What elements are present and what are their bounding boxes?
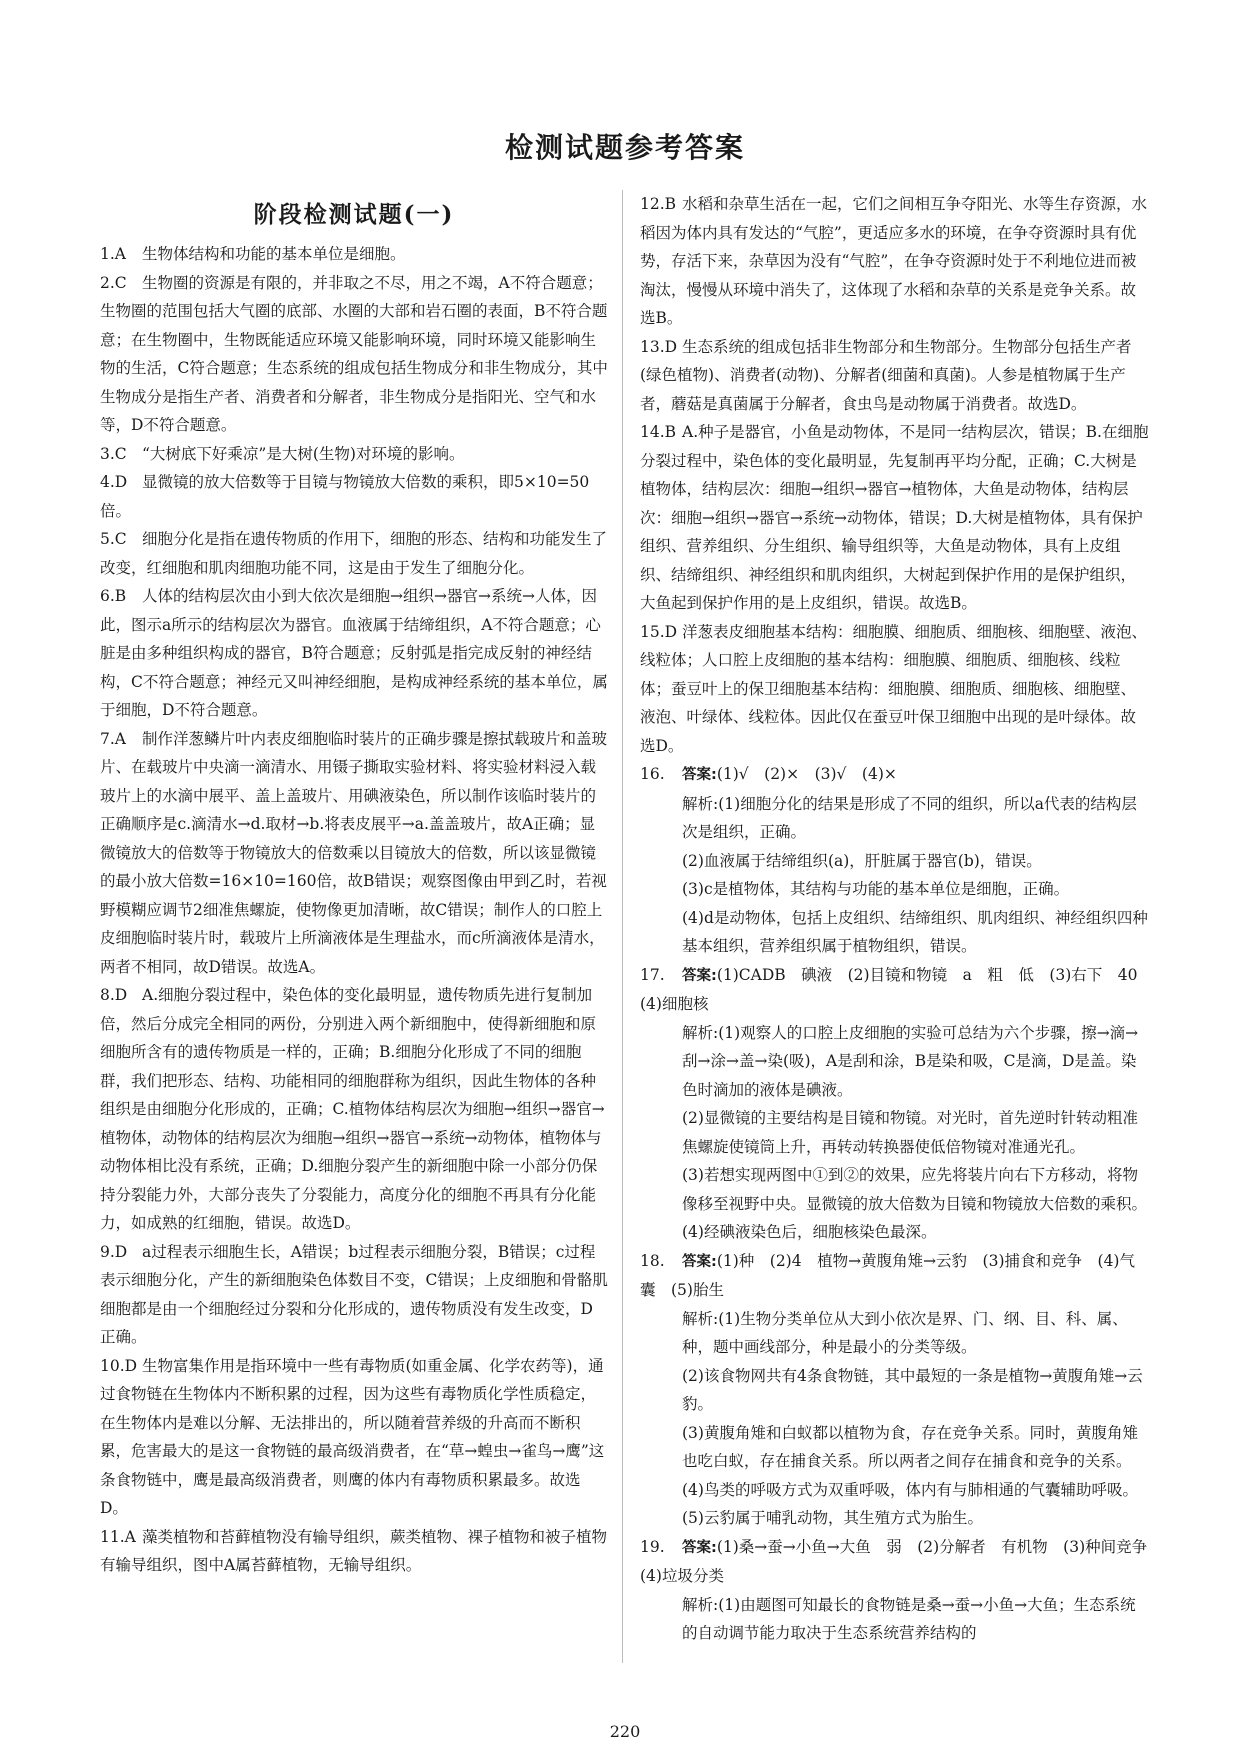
question-number: 14.B (640, 423, 677, 441)
answer-text: (5)云豹属于哺乳动物，其生殖方式为胎生。 (682, 1509, 983, 1527)
answer-explanation (640, 1591, 1150, 1648)
answer-item (100, 1238, 608, 1352)
answer-text: (3)若想实现两图中①到②的效果，应先将装片向右下方移动，将物像移至视野中央。显微镜的放大倍数为目镜和物镜放大倍数的乘积。 (682, 1166, 1148, 1213)
answer-explanation (640, 875, 1150, 904)
question-number: 18. (640, 1251, 665, 1270)
answer-explanation (640, 1104, 1150, 1161)
right-column (640, 190, 1163, 1663)
question-number: 9.D (100, 1242, 128, 1261)
answer-text: (1)桑→蚕→小鱼→大鱼 弱 (2)分解者 有机物 (3)种间竞争 (4)垃圾分类 (640, 1537, 1163, 1585)
answer-explanation (640, 1019, 1150, 1105)
answer-text: 人体的结构层次由小到大依次是细胞→组织→器官→系统→人体，因此，图示a所示的结构层次为器官。血液属于结缔组织，A不符合题意；心脏是由多种组织构成的器官，B符合题意；反射弧是指完成反射的神经结构，C不符合题意；神经元又叫神经细胞，是构成神经系统的基本单位，属于细胞，D不符合题意。 (100, 587, 608, 719)
answer-explanation (640, 1305, 1150, 1362)
answer-item (100, 525, 608, 582)
answer-item (640, 760, 1150, 790)
answer-text: (1)CADB 碘液 (2)目镜和物镜 a 粗 低 (3)右下 40 (4)细胞核 (640, 965, 1154, 1013)
answer-text: 生物体结构和功能的基本单位是细胞。 (142, 245, 406, 263)
page-title: 检测试题参考答案 (504, 131, 745, 164)
answer-text: (2)血液属于结缔组织(a)，肝脏属于器官(b)，错误。 (682, 851, 1042, 870)
answer-text: (4)经碘液染色后，细胞核染色最深。 (682, 1223, 937, 1241)
answer-label: 解析: (682, 1023, 719, 1042)
answer-text: 细胞分化是指在遗传物质的作用下，细胞的形态、结构和功能发生了改变，红细胞和肌肉细胞功能不同，这是由于发生了细胞分化。 (100, 530, 608, 577)
question-number: 11.A (100, 1527, 136, 1546)
answer-label: 答案: (682, 967, 717, 984)
answer-item (640, 1533, 1163, 1591)
answer-item (100, 1523, 608, 1580)
answer-text: 藻类植物和苔藓植物没有输导组织，蕨类植物、裸子植物和被子植物有输导组织，图中A属苔藓植物，无输导组织。 (100, 1527, 608, 1574)
answer-explanation (640, 1476, 1150, 1505)
answer-item (640, 1247, 1150, 1305)
answer-item (640, 333, 1150, 419)
answer-label: 解析: (682, 794, 719, 813)
answer-label: 答案: (682, 1253, 717, 1270)
question-number: 15.D (640, 622, 678, 641)
left-column (100, 196, 608, 1663)
answer-explanation (640, 1362, 1150, 1419)
answer-text: (3)黄腹角雉和白蚁都以植物为食，存在竞争关系。同时，黄腹角雉也吃白蚁，存在捕食关系。所以两者之间存在捕食和竞争的关系。 (682, 1423, 1138, 1470)
section-title: 阶段检测试题(一) (253, 201, 455, 228)
answer-label: 解析: (682, 1309, 719, 1328)
answer-text: 制作洋葱鳞片叶内表皮细胞临时装片的正确步骤是擦拭载玻片和盖玻片、在载玻片中央滴一滴清水、用镊子撕取实验材料、将实验材料浸入载玻片上的水滴中展平、盖上盖玻片、用碘液染色，所以制作该临时装片的正确顺序是c.滴清水→d.取材→b.将表皮展平→a.盖盖玻片，故A正确；显微镜放大的倍数等于物镜放大的倍数乘以目镜放大的倍数，所以该显微镜的最小放大倍数=16×10=160倍，故B错误；观察图像由甲到乙时，若视野模糊应调节2细准焦螺旋，使物像更加清晰，故C错误；制作人的口腔上皮细胞临时装片时，载玻片上所滴液体是生理盐水，而c所滴液体是清水，两者不相同，故D错误。故选A。 (100, 729, 608, 976)
question-number: 13.D (640, 337, 678, 356)
question-number: 5.C (100, 530, 127, 548)
column-divider (622, 190, 623, 1663)
question-number: 6.B (100, 587, 127, 605)
answer-item (640, 961, 1154, 1019)
left-answer-list (100, 240, 608, 1580)
answer-item (100, 981, 608, 1238)
answer-text: (1)观察人的口腔上皮细胞的实验可总结为六个步骤，擦→滴→刮→涂→盖→染(吸)，A是刮和涂，B是染和吸，C是滴，D是盖。染色时滴加的液体是碘液。 (682, 1023, 1139, 1099)
answer-text: (1)种 (2)4 植物→黄腹角雉→云豹 (3)捕食和竞争 (4)气囊 (5)胎生 (640, 1251, 1135, 1299)
answer-text: (4)d是动物体，包括上皮组织、结缔组织、肌肉组织、神经组织四种基本组织，营养组织属于植物组织，错误。 (682, 908, 1148, 955)
answer-explanation (640, 1419, 1150, 1476)
answer-text: 生物圈的资源是有限的，并非取之不尽，用之不竭，A不符合题意；生物圈的范围包括大气圈的底部、水圈的大部和岩石圈的表面，B不符合题意；在生物圈中，生物既能适应环境又能影响环境，同时环境又能影响生物的生活，C符合题意；生态系统的组成包括生物成分和非生物成分，其中生物成分是指生产者、消费者和分解者，非生物成分是指阳光、空气和水等，D不符合题意。 (100, 273, 608, 434)
answer-item (100, 725, 608, 982)
answer-explanation (640, 1161, 1150, 1218)
answer-item (100, 468, 608, 525)
question-number: 12.B (640, 195, 677, 213)
answer-explanation (640, 790, 1150, 847)
question-number: 10.D (100, 1356, 138, 1375)
answer-item (640, 618, 1150, 761)
answer-text: (2)显微镜的主要结构是目镜和物镜。对光时，首先逆时针转动粗准焦螺旋使镜筒上升，再转动转换器使低倍物镜对准通光孔。 (682, 1109, 1138, 1156)
answer-text: 洋葱表皮细胞基本结构：细胞膜、细胞质、细胞核、细胞壁、液泡、线粒体；人口腔上皮细胞的基本结构：细胞膜、细胞质、细胞核、线粒体；蚕豆叶上的保卫细胞基本结构：细胞膜、细胞质、细胞核、细胞壁、液泡、叶绿体、线粒体。因此仅在蚕豆叶保卫细胞中出现的是叶绿体。故选D。 (640, 622, 1148, 755)
question-number: 16. (640, 765, 665, 783)
answer-item (640, 418, 1150, 618)
answer-text: (3)c是植物体，其结构与功能的基本单位是细胞，正确。 (682, 880, 1070, 898)
answer-label: 答案: (682, 1539, 717, 1556)
answer-item (100, 1352, 608, 1523)
question-number: 2.C (100, 273, 127, 292)
answer-label: 解析: (682, 1595, 719, 1614)
answer-text: 显微镜的放大倍数等于目镜与物镜放大倍数的乘积，即5×10=50倍。 (100, 473, 590, 520)
answer-explanation (640, 1504, 1150, 1533)
answer-text: 生物富集作用是指环境中一些有毒物质(如重金属、化学农药等)，通过食物链在生物体内不断积累的过程，因为这些有毒物质化学性质稳定，在生物体内是难以分解、无法排出的，所以随着营养级的升高而不断积累，危害最大的是这一食物链的最高级消费者，在“草→蝗虫→雀鸟→鹰”这条食物链中，鹰是最高级消费者，则鹰的体内有毒物质积累最多。故选D。 (100, 1356, 605, 1517)
answer-label: 答案: (682, 767, 717, 783)
answer-item (100, 440, 608, 469)
answer-text: (1)生物分类单位从大到小依次是界、门、纲、目、科、属、种，题中画线部分，种是最小的分类等级。 (682, 1309, 1128, 1356)
answer-text: (2)该食物网共有4条食物链，其中最短的一条是植物→黄腹角雉→云豹。 (682, 1366, 1143, 1413)
question-number: 8.D (100, 986, 128, 1004)
right-answer-list (640, 190, 1163, 1648)
answer-text: (1)细胞分化的结果是形成了不同的组织，所以a代表的结构层次是组织，正确。 (682, 794, 1137, 841)
answer-explanation (640, 904, 1150, 961)
question-number: 7.A (100, 729, 126, 748)
answer-text: (4)鸟类的呼吸方式为双重呼吸，体内有与肺相通的气囊辅助呼吸。 (682, 1480, 1138, 1499)
question-number: 17. (640, 965, 665, 984)
answer-item (100, 269, 608, 440)
answer-text: 生态系统的组成包括非生物部分和生物部分。生物部分包括生产者(绿色植物)、消费者(动物)、分解者(细菌和真菌)。人参是植物属于生产者，蘑菇是真菌属于分解者，食虫鸟是动物属于消费者。故选D。 (640, 337, 1132, 413)
answer-explanation (640, 847, 1150, 876)
answer-item (100, 582, 608, 725)
page-number: 220 (609, 1722, 641, 1741)
answer-text: (1)由题图可知最长的食物链是桑→蚕→小鱼→大鱼；生态系统的自动调节能力取决于生态系统营养结构的 (682, 1595, 1136, 1642)
answer-text: (1)√ (2)× (3)√ (4)× (716, 765, 897, 783)
answer-item (100, 240, 608, 269)
question-number: 1.A (100, 245, 126, 263)
question-number: 3.C (100, 444, 127, 463)
answer-text: a过程表示细胞生长，A错误；b过程表示细胞分裂，B错误；c过程表示细胞分化，产生的新细胞染色体数目不变，C错误；上皮细胞和骨骼肌细胞都是由一个细胞经过分裂和分化形成的，遗传物质没有发生改变，D正确。 (100, 1242, 608, 1346)
answer-text: 水稻和杂草生活在一起，它们之间相互争夺阳光、水等生存资源，水稻因为体内具有发达的“气腔”，更适应多水的环境，在争夺资源时具有优势，存活下来，杂草因为没有“气腔”，在争夺资源时处于不利地位进而被淘汰，慢慢从环境中消失了，这体现了水稻和杂草的关系是竞争关系。故选B。 (640, 195, 1148, 327)
question-number: 4.D (100, 473, 128, 491)
answer-explanation (640, 1218, 1150, 1247)
answer-text: A.细胞分裂过程中，染色体的变化最明显，遗传物质先进行复制加倍，然后分成完全相同的两份，分别进入两个新细胞中，使得新细胞和原细胞所含有的遗传物质是一样的，正确；B.细胞分化形成了不同的细胞群，我们把形态、结构、功能相同的细胞群称为组织，因此生物体的各种组织是由细胞分化形成的，正确；C.植物体结构层次为细胞→组织→器官→植物体，动物体的结构层次为细胞→组织→器官→系统→动物体，植物体与动物体相比没有系统，正确；D.细胞分裂产生的新细胞中除一小部分仍保持分裂能力外，大部分丧失了分裂能力，高度分化的细胞不再具有分化能力，如成熟的红细胞，错误。故选D。 (100, 986, 605, 1232)
answer-text: “大树底下好乘凉”是大树(生物)对环境的影响。 (142, 444, 465, 463)
question-number: 19. (640, 1537, 665, 1556)
answer-text: A.种子是器官，小鱼是动物体，不是同一结构层次，错误；B.在细胞分裂过程中，染色体的变化最明显，先复制再平均分配，正确；C.大树是植物体，结构层次：细胞→组织→器官→植物体，大鱼是动物体，结构层次：细胞→组织→器官→系统→动物体，错误；D.大树是植物体，具有保护组织、营养组织、分生组织、输导组织等，大鱼是动物体，具有上皮组织、结缔组织、神经组织和肌肉组织，大树起到保护作用的是保护组织，大鱼起到保护作用的是上皮组织，错误。故选B。 (640, 423, 1149, 612)
answer-item (640, 190, 1150, 333)
